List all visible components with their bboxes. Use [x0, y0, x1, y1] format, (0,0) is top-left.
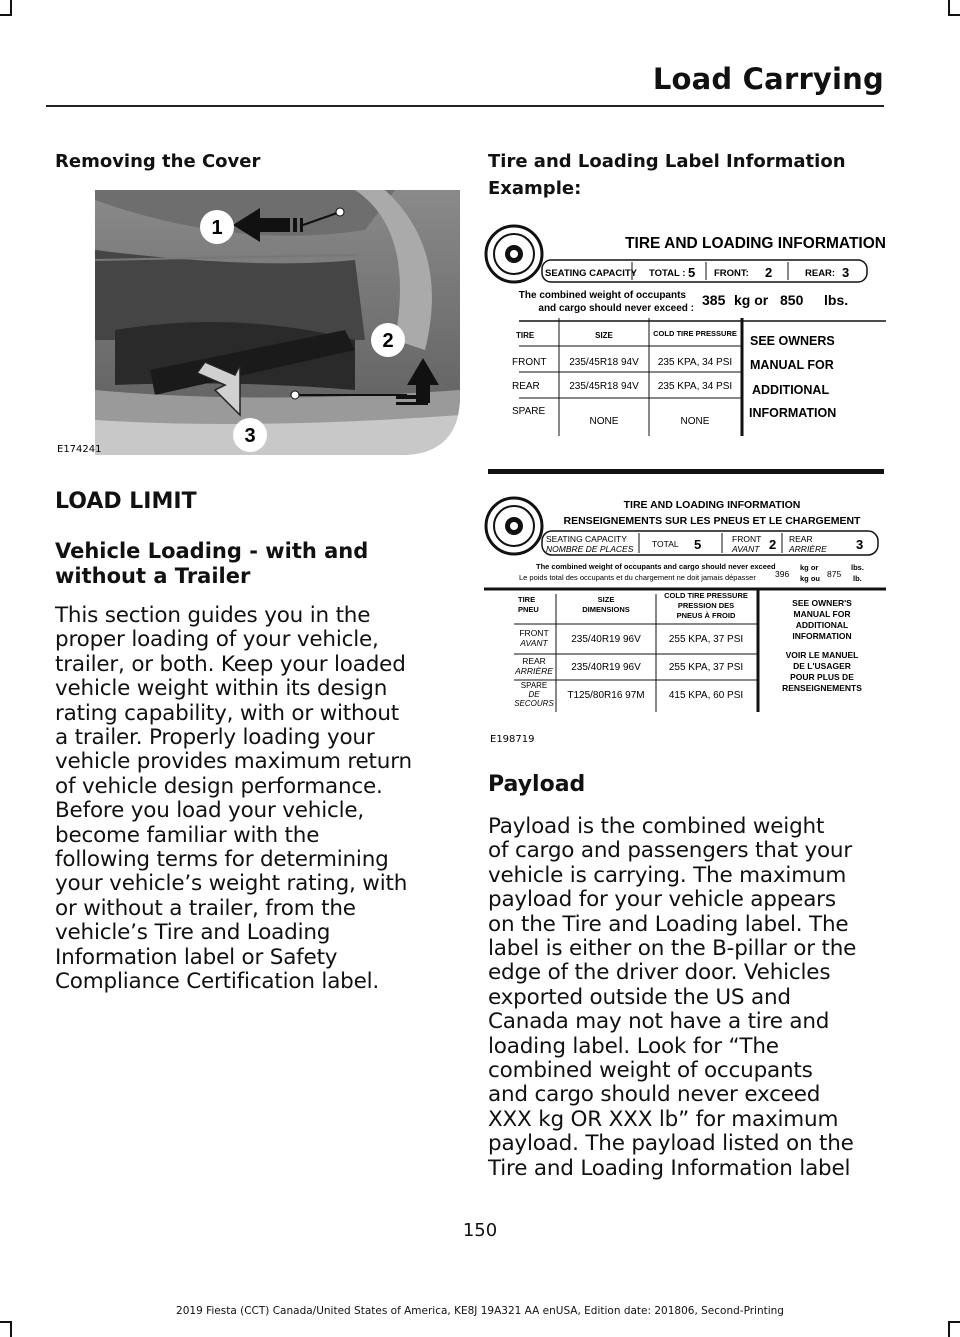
paragraph-line: rating capability, with or without: [55, 700, 400, 726]
tire-loading-label-example-2: [484, 494, 886, 744]
row-size: 235/45R18 94V: [569, 381, 639, 392]
page-number: 150: [462, 1220, 498, 1241]
owners-line: INFORMATION: [792, 631, 852, 641]
rear-value: 3: [842, 265, 850, 280]
example-label: Example:: [488, 178, 582, 199]
label2-title-fr: RENSEIGNEMENTS SUR LES PNEUS ET LE CHARGEMENT: [563, 515, 861, 527]
owners-line: RENSEIGNEMENTS: [782, 683, 862, 693]
row-pressure: 235 KPA, 34 PSI: [657, 381, 733, 392]
cover-removal-figure: [55, 190, 460, 460]
crop-mark: [948, 14, 960, 16]
front-value: 2: [765, 265, 773, 280]
kg-value: 385: [702, 292, 726, 308]
figure-code: E174241: [57, 444, 102, 455]
combined-fr: Le poids total des occupants et du chargement ne doit jamais dépasser: [519, 573, 756, 582]
row-pressure: NONE: [680, 416, 710, 427]
row-pressure: 255 KPA, 37 PSI: [668, 634, 744, 645]
row-tire: ARRIÈRE: [515, 666, 553, 676]
col-size: SIZE: [595, 331, 613, 340]
paragraph-line: Compliance Certification label.: [55, 969, 380, 995]
row-pressure: 415 KPA, 60 PSI: [668, 690, 744, 701]
col-tire: TIRE: [518, 595, 536, 604]
vehicle-loading-paragraph: [55, 604, 412, 995]
col-pressure: COLD TIRE PRESSURE: [653, 329, 737, 338]
tire-icon: [486, 498, 542, 554]
owners-line: SEE OWNERS: [750, 334, 835, 348]
removing-cover-heading: Removing the Cover: [55, 151, 261, 172]
total-value: 5: [688, 265, 696, 280]
owners-line: INFORMATION: [749, 406, 837, 420]
row-size: 235/40R19 96V: [571, 662, 641, 673]
label2-title-en: TIRE AND LOADING INFORMATION: [623, 499, 801, 511]
owners-line: SEE OWNER'S: [792, 598, 852, 608]
front-en: FRONT: [732, 534, 762, 544]
paragraph-line: vehicle weight within its design: [55, 676, 388, 702]
owners-line: VOIR LE MANUEL: [785, 650, 859, 660]
footer-edition-info: 2019 Fiesta (CCT) Canada/United States of America, KE8J 19A321 AA enUSA, Edition date: 201806, Second-Printing: [176, 1305, 784, 1317]
paragraph-line: edge of the driver door. Vehicles: [488, 960, 831, 986]
label-info-heading: Tire and Loading Label Information: [488, 151, 846, 172]
paragraph-line: and cargo should never exceed: [488, 1082, 821, 1108]
col-pressure: PRESSION DES: [677, 601, 735, 610]
col-tire: PNEU: [518, 605, 539, 614]
row-size: T125/80R16 97M: [567, 690, 645, 701]
kg-ou: kg ou: [800, 574, 820, 583]
row-tire: SPARE: [512, 406, 546, 417]
paragraph-line: of vehicle design performance.: [55, 773, 383, 799]
row-pressure: 255 KPA, 37 PSI: [668, 662, 744, 673]
seating-en: SEATING CAPACITY: [546, 534, 627, 544]
rear-label: REAR:: [805, 268, 836, 279]
paragraph-line: become familiar with the: [55, 822, 320, 848]
paragraph-line: vehicle provides maximum return: [55, 749, 412, 775]
row-tire: SPARE: [520, 681, 548, 690]
combined-weight-line1: The combined weight of occupants: [518, 290, 686, 301]
lbs-value: 875: [827, 569, 842, 579]
paragraph-line: Payload is the combined weight: [488, 814, 825, 839]
callout-1: 1: [211, 217, 223, 239]
paragraph-line: trailer, or both. Keep your loaded: [55, 651, 406, 677]
paragraph-line: label is either on the B-pillar or the: [488, 936, 857, 962]
owners-line: DE L'USAGER: [793, 661, 851, 671]
row-pressure: 235 KPA, 34 PSI: [657, 357, 733, 368]
front-fr: AVANT: [732, 544, 760, 554]
owners-line: ADDITIONAL: [752, 383, 830, 397]
row-size: 235/45R18 94V: [569, 357, 639, 368]
row-tire: REAR: [512, 381, 540, 392]
paragraph-line: your vehicle’s weight rating, with: [55, 871, 408, 897]
combined-en: The combined weight of occupants and cargo should never exceed: [536, 562, 776, 571]
crop-mark: [0, 1321, 12, 1323]
tire-loading-label-example-1: [484, 218, 886, 440]
paragraph-line: Tire and Loading Information label: [488, 1155, 851, 1181]
crop-mark: [10, 1321, 12, 1337]
label1-title: TIRE AND LOADING INFORMATION: [625, 235, 886, 252]
col-pressure: PNEUS À FROID: [676, 611, 736, 620]
vehicle-loading-heading: Vehicle Loading - with and without a Trailer: [55, 539, 369, 588]
col-tire: TIRE: [516, 331, 535, 340]
header-divider: [46, 105, 884, 107]
front-value: 2: [769, 537, 777, 552]
total-label: TOTAL :: [649, 268, 686, 279]
kg-value: 396: [775, 569, 790, 579]
paragraph-line: payload for your vehicle appears: [488, 887, 836, 913]
seating-fr: NOMBRE DE PLACES: [546, 544, 634, 554]
rear-value: 3: [856, 537, 864, 552]
kg-or: kg or: [800, 563, 819, 572]
front-label: FRONT:: [714, 268, 749, 279]
col-size: SIZE: [597, 595, 615, 604]
lbs-value: 850: [780, 292, 804, 308]
row-tire: FRONT: [519, 628, 549, 638]
paragraph-line: on the Tire and Loading label. The: [488, 911, 849, 937]
rear-fr: ARRIÈRE: [789, 544, 827, 554]
owners-line: MANUAL FOR: [793, 609, 851, 619]
total-label: TOTAL: [652, 539, 679, 549]
total-value: 5: [694, 537, 702, 552]
combined-weight-line2: and cargo should never exceed :: [538, 303, 694, 314]
figure-code: E198719: [490, 734, 535, 745]
kg-or: kg or: [734, 292, 769, 308]
paragraph-line: combined weight of occupants: [488, 1058, 813, 1084]
owners-line: POUR PLUS DE: [790, 672, 854, 682]
crop-mark: [948, 1321, 950, 1337]
page-title: Load Carrying: [652, 62, 884, 96]
row-tire: SECOURS: [514, 699, 554, 708]
owners-line: MANUAL FOR: [750, 358, 834, 372]
load-limit-heading: LOAD LIMIT: [55, 489, 197, 514]
paragraph-line: loading label. Look for “The: [488, 1033, 779, 1059]
paragraph-line: following terms for determining: [55, 847, 389, 873]
paragraph-line: exported outside the US and: [488, 984, 791, 1010]
section-divider: [488, 469, 884, 474]
row-tire: FRONT: [512, 357, 547, 368]
paragraph-line: Information label or Safety: [55, 944, 338, 970]
row-size: NONE: [589, 416, 619, 427]
crop-mark: [0, 14, 12, 16]
callout-3: 3: [244, 425, 256, 447]
crop-mark: [948, 1321, 960, 1323]
lb-label: lb.: [853, 574, 862, 583]
paragraph-line: vehicle is carrying. The maximum: [488, 862, 847, 888]
lbs-label: lbs.: [851, 563, 864, 572]
payload-paragraph: [488, 815, 856, 1181]
col-size: DIMENSIONS: [582, 605, 630, 614]
row-tire: DE: [528, 690, 540, 699]
paragraph-line: or without a trailer, from the: [55, 895, 356, 921]
row-tire: AVANT: [520, 638, 548, 648]
col-pressure: COLD TIRE PRESSURE: [664, 591, 748, 600]
paragraph-line: a trailer. Properly loading your: [55, 725, 375, 751]
paragraph-line: of cargo and passengers that your: [488, 838, 853, 864]
paragraph-line: This section guides you in the: [55, 603, 371, 628]
rear-en: REAR: [789, 534, 813, 544]
seating-capacity-label: SEATING CAPACITY: [545, 268, 638, 279]
payload-heading: Payload: [488, 772, 586, 797]
row-tire: REAR: [522, 656, 546, 666]
owners-line: ADDITIONAL: [795, 620, 849, 630]
callout-2: 2: [382, 330, 394, 352]
paragraph-line: payload. The payload listed on the: [488, 1131, 854, 1157]
paragraph-line: vehicle’s Tire and Loading: [55, 920, 331, 946]
paragraph-line: proper loading of your vehicle,: [55, 627, 379, 653]
paragraph-line: Canada may not have a tire and: [488, 1009, 830, 1035]
tire-icon: [486, 226, 542, 282]
lbs-label: lbs.: [824, 292, 849, 308]
paragraph-line: Before you load your vehicle,: [55, 798, 365, 824]
row-size: 235/40R19 96V: [571, 634, 641, 645]
cargo-cover-illustration: [55, 190, 460, 460]
paragraph-line: XXX kg OR XXX lb” for maximum: [488, 1106, 839, 1132]
